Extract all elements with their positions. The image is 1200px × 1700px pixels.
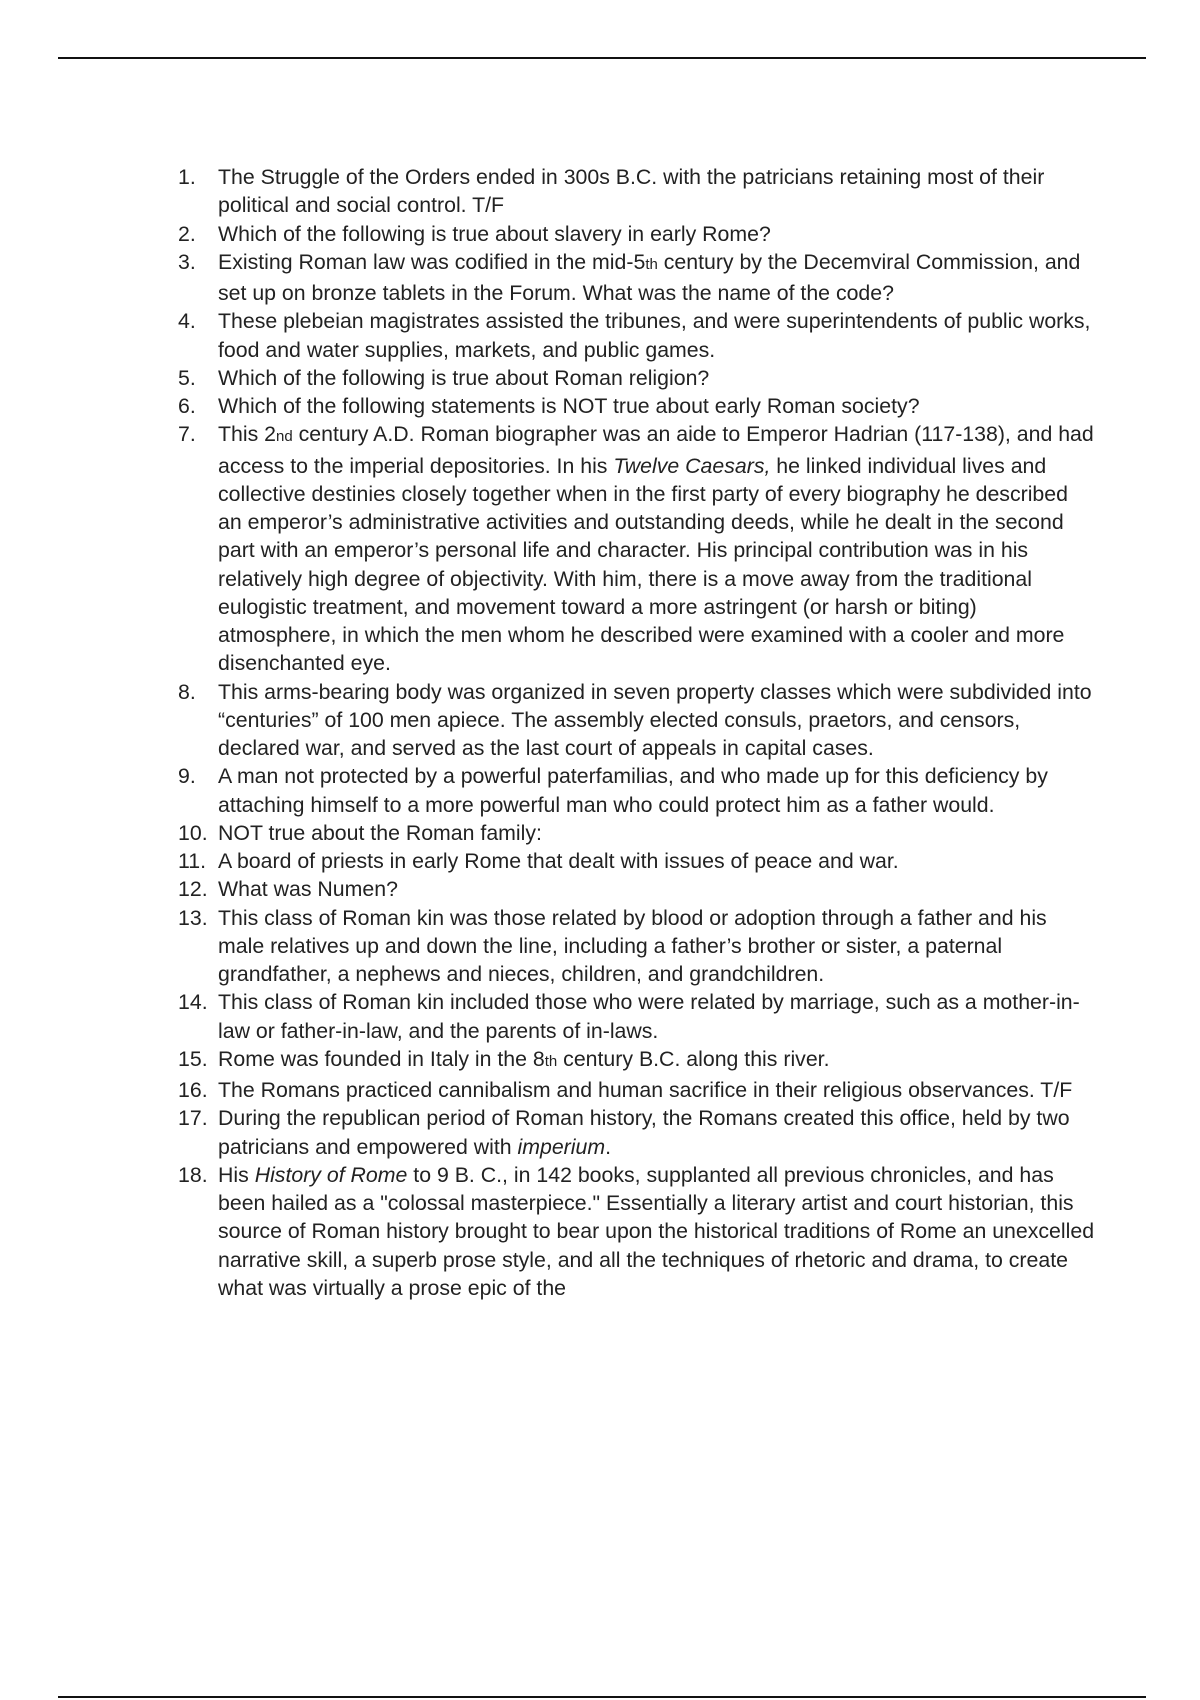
question-text-part: to 9 B. C., in 142 books, supplanted all previous chronicles, and has been hailed as a "colossal masterpiece." Essentially a literary artist and court historian, this source of Roman history brought to bear upon the historical traditions of Rome an unexcelled narrative skill, a superb prose style, and all the techniques of rhetoric and drama, to create what was virtually a prose epic of the <box>218 1162 1095 1300</box>
question-text: The Romans practiced cannibalism and human sacrifice in their religious observances. T/F <box>218 1078 1073 1102</box>
question-item <box>178 875 1096 903</box>
question-item <box>178 1104 1096 1161</box>
question-text: The Struggle of the Orders ended in 300s B.C. with the patricians retaining most of their political and social control. T/F <box>218 165 1045 218</box>
question-text: NOT true about the Roman family: <box>218 820 542 845</box>
question-text: Which of the following is true about Roman religion? <box>218 365 710 390</box>
question-text: A man not protected by a powerful paterfamilias, and who made up for this deficiency by attaching himself to a more powerful man who could protect him as a father would. <box>218 764 1048 817</box>
question-number: 3. <box>178 249 196 274</box>
question-text-part: he linked individual lives and collective destinies closely together when in the first party of every biography he described an emperor’s administrative activities and outstanding deeds, while he dealt in the second part with an emperor’s personal life and character. His principal contribution was in his relatively high degree of objectivity. With him, there is a move away from the traditional eulogistic treatment, and movement toward a more astringent (or harsh or biting) atmosphere, in which the men whom he described were examined with a cooler and more disenchanted eye. <box>218 453 1068 676</box>
question-item <box>178 988 1096 1045</box>
book-title: History of Rome <box>254 1162 408 1187</box>
question-text: These plebeian magistrates assisted the tribunes, and were superintendents of public works, food and water supplies, markets, and public games. <box>218 309 1091 362</box>
question-text: This arms-bearing body was organized in seven property classes which were subdivided into “centuries” of 100 men apiece. The assembly elected consuls, praetors, and censors, declared war, and served as the last court of appeals in capital cases. <box>218 679 1092 760</box>
question-text-part: . <box>605 1134 611 1159</box>
question-number: 13. <box>178 905 208 930</box>
question-text <box>218 422 1094 675</box>
question-text: This class of Roman kin included those who were related by marriage, such as a mother-in-law or father-in-law, and the parents of in-laws. <box>218 990 1080 1043</box>
question-item <box>178 307 1096 364</box>
question-number: 17. <box>178 1106 208 1131</box>
question-number: 7. <box>178 422 196 447</box>
question-number: 16. <box>178 1078 208 1102</box>
top-rule <box>58 57 1146 59</box>
question-text-part: century A.D. Roman biographer was an aide to Emperor Hadrian (117-138), and had access to the imperial depositories. In his <box>218 422 1094 478</box>
question-item <box>178 847 1096 875</box>
question-text-part: Existing Roman law was codified in the mid-5 <box>218 249 646 274</box>
question-text-part: century by the Decemviral Commission, and set up on bronze tablets in the Forum. What was the name of the code? <box>218 249 1081 305</box>
book-title: Twelve Caesars, <box>613 453 771 478</box>
ordinal-suffix: th <box>544 1052 558 1070</box>
question-text: What was Numen? <box>218 877 398 902</box>
question-number: 1. <box>178 165 196 189</box>
question-number: 9. <box>178 764 196 789</box>
question-number: 2. <box>178 221 196 246</box>
question-item <box>178 364 1096 392</box>
question-text-part: This 2 <box>218 422 276 447</box>
question-item <box>178 904 1096 989</box>
question-number: 8. <box>178 679 196 704</box>
question-text <box>218 250 1080 305</box>
question-item <box>178 420 1096 677</box>
question-item <box>178 220 1096 248</box>
question-number: 10. <box>178 820 208 845</box>
question-number: 5. <box>178 365 196 390</box>
question-text <box>218 1163 1094 1300</box>
question-item <box>178 1045 1096 1076</box>
question-text-part: Rome was founded in Italy in the 8 <box>218 1046 545 1071</box>
question-text-part: His <box>218 1162 255 1187</box>
question-number: 11. <box>178 849 207 873</box>
ordinal-suffix: th <box>645 255 658 273</box>
question-number: 12. <box>178 877 208 902</box>
question-item <box>178 1076 1096 1104</box>
question-item <box>178 819 1096 847</box>
question-number: 4. <box>178 309 196 334</box>
question-item <box>178 163 1096 220</box>
question-text <box>218 1106 1070 1158</box>
question-text: A board of priests in early Rome that dealt with issues of peace and war. <box>218 849 899 873</box>
question-item <box>178 392 1096 420</box>
question-text-part: During the republican period of Roman history, the Romans created this office, held by two patricians and empowered with <box>218 1106 1070 1159</box>
question-item <box>178 678 1096 763</box>
question-number: 15. <box>178 1046 208 1071</box>
question-text: Which of the following is true about slavery in early Rome? <box>218 221 771 246</box>
question-number: 18. <box>178 1162 208 1187</box>
question-item <box>178 762 1096 819</box>
question-text: Which of the following statements is NOT true about early Roman society? <box>218 394 920 418</box>
question-text: This class of Roman kin was those related by blood or adoption through a father and his male relatives up and down the line, including a father’s brother or sister, a paternal grandfather, a nephews and nieces, children, and grandchildren. <box>218 905 1047 986</box>
question-item <box>178 248 1096 308</box>
question-number: 14. <box>178 990 208 1015</box>
question-list <box>178 163 1096 1302</box>
ordinal-suffix: nd <box>276 428 293 446</box>
emphasis-term: imperium <box>517 1134 606 1159</box>
bottom-rule <box>58 1696 1146 1698</box>
question-text-part: century B.C. along this river. <box>557 1046 830 1071</box>
question-number: 6. <box>178 394 196 418</box>
question-item <box>178 1161 1096 1302</box>
question-text <box>218 1047 830 1071</box>
